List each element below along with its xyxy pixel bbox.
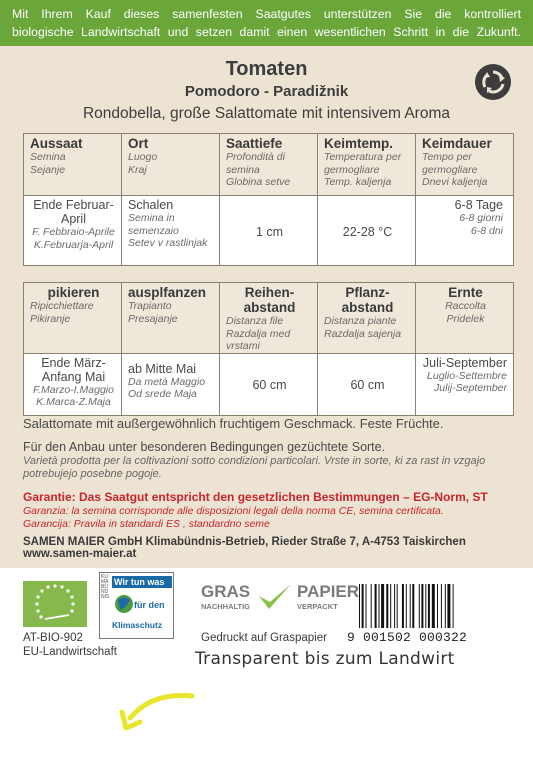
cell-aussaat — [24, 196, 122, 266]
cell-value: 6-8 Tage — [454, 198, 503, 212]
sowing-table — [23, 133, 514, 266]
klima-fur-label: für den — [134, 600, 165, 610]
planting-table — [23, 282, 514, 416]
cultivation-note: Für den Anbau unter besonderen Bedingungen gezüchtete Sorte. — [23, 440, 386, 454]
cell-slovenian: 6-8 dni — [470, 224, 503, 237]
col-header: Pflanz-abstand — [341, 285, 394, 315]
col-slovenian: Presajanje — [128, 312, 178, 325]
guarantee-slovenian: Garancija: Pravila in standardi ES , standardno seme — [23, 518, 270, 530]
barcode-number: 9 001502 000322 — [347, 630, 468, 645]
col-slovenian: Dnevi kaljenja — [422, 176, 488, 188]
col-italian: Luogo — [128, 151, 158, 163]
col-slovenian: Temp. kaljenja — [324, 176, 392, 188]
col-italian: Ripicchiettare — [30, 300, 94, 312]
printed-on-label: Gedruckt auf Graspapier — [201, 632, 327, 644]
barcode-bar — [381, 584, 384, 628]
cell-slovenian: K.Februarja-April — [33, 238, 114, 251]
barcode-bar — [394, 584, 395, 628]
col-italian: Raccolta — [445, 300, 486, 312]
cultivation-note-translations: Varietà prodotta per la coltivazioni sotto condizioni particolari. Vrste in sorte, ki za rast in vzgajo potrebujejo posebne pogoje. — [23, 455, 486, 480]
col-italian: Distanza file — [226, 315, 284, 327]
barcode-bar — [453, 584, 454, 628]
cell-keimtemp: 22-28 °C — [318, 196, 416, 266]
barcode-bar — [402, 584, 404, 628]
barcode-bar — [390, 584, 391, 628]
cell-pflanzabstand: 60 cm — [318, 353, 416, 415]
barcode-bar — [441, 584, 442, 628]
col-italian: Tempo per germogliare — [422, 151, 478, 176]
barcode-bar — [359, 584, 360, 628]
col-italian: Trapianto — [128, 300, 172, 312]
banner-line-2: biologische Landwirtschaft und setzen damit einen wesentlichen Schritt in die Zukunft. — [12, 25, 521, 39]
cell-italian: F.Marzo-I.Maggio — [33, 383, 114, 396]
col-slovenian: Pikiranje — [30, 312, 71, 325]
barcode — [357, 584, 491, 628]
cell-slovenian: Julij-September — [434, 382, 507, 394]
cell-saattiefe: 1 cm — [220, 196, 318, 266]
col-auspflanzen — [122, 283, 220, 354]
company-address: SAMEN MAIER GmbH Klimabündnis-Betrieb, Rieder Straße 7, A-4753 Taiskirchen — [23, 536, 466, 548]
description-text: Salattomate mit außergewöhnlich fruchtigem Geschmack. Feste Früchte. — [23, 416, 444, 431]
barcode-bar — [410, 584, 411, 628]
cell-italian: Semina in semenzaio — [128, 212, 179, 237]
barcode-bar — [379, 584, 380, 628]
guarantee-italian: Garanzia: la semina corrisponde alle disposizioni legali della norma CE, semina certificata. — [23, 505, 444, 517]
barcode-bar — [447, 584, 450, 628]
barcode-bar — [371, 584, 372, 628]
barcode-bar — [425, 584, 426, 628]
cell-ernte — [416, 353, 514, 415]
verpackt-label: VERPACKT — [297, 602, 338, 611]
product-subtitle: Pomodoro - Paradižnik — [184, 83, 349, 100]
product-title: Tomaten — [225, 58, 308, 80]
cell-pikieren — [24, 353, 122, 415]
guarantee-text: Garantie: Das Saatgut entspricht den gesetzlichen Bestimmungen – EG-Norm, ST — [23, 490, 488, 504]
cell-value: Juli-September — [422, 355, 507, 370]
col-header: Saattiefe — [226, 136, 283, 151]
gras-label: GRAS — [201, 582, 251, 601]
nachhaltig-label: NACHHALTIG — [201, 602, 251, 611]
col-header: Ernte — [448, 285, 483, 300]
cell-value: Ende Februar-April — [33, 198, 114, 226]
col-header: Aussaat — [30, 136, 83, 151]
handwritten-slogan: Transparent bis zum Landwirt — [195, 649, 455, 669]
banner-line-1: Mit Ihrem Kauf dieses samenfesten Saatgutes unterstützen Sie die kontrolliert — [12, 7, 521, 21]
klima-top-label: Wir tun was — [112, 576, 172, 588]
barcode-bar — [412, 584, 414, 628]
cell-italian: Da metà Maggio — [128, 375, 206, 388]
barcode-bar — [432, 584, 435, 628]
eu-organic-leaf-icon — [23, 581, 87, 627]
cell-value: Ende März-Anfang Mai — [41, 355, 106, 384]
col-header: Ort — [128, 136, 149, 151]
cell-slovenian: Setev v rastlinjak — [128, 237, 208, 249]
col-slovenian: Globina setve — [226, 176, 291, 188]
barcode-bar — [386, 584, 388, 628]
website-link[interactable]: www.samen-maier.at — [23, 548, 137, 560]
cell-slovenian: K.Marca-Z.Maja — [36, 396, 111, 408]
barcode-bar — [397, 584, 398, 628]
barcode-bar — [419, 584, 420, 628]
barcode-bar — [406, 584, 407, 628]
barcode-bar — [421, 584, 423, 628]
col-slovenian: Kraj — [128, 163, 147, 176]
barcode-bar — [375, 584, 377, 628]
cell-italian: F. Febbraio-Aprile — [32, 226, 115, 238]
variety-description: Rondobella, große Salattomate mit intensivem Aroma — [82, 105, 450, 122]
recycle-icon — [475, 64, 511, 100]
col-keimtemp — [318, 134, 416, 196]
col-saattiefe — [220, 134, 318, 196]
cell-value: ab Mitte Mai — [128, 361, 197, 376]
col-slovenian: Razdalja med vrstami — [226, 327, 291, 352]
cell-slovenian: Od srede Maja — [128, 388, 197, 400]
cert-code: AT-BIO-902 — [23, 632, 83, 644]
cell-ort — [122, 196, 220, 266]
col-pflanzabstand — [318, 283, 416, 354]
col-aussaat — [24, 134, 122, 196]
col-slovenian: Pridelek — [446, 312, 485, 325]
col-pikieren — [24, 283, 122, 354]
papier-label: PAPIER — [297, 582, 360, 601]
col-header: Keimtemp. — [324, 136, 394, 151]
col-header: Keimdauer — [422, 136, 492, 151]
col-italian: Distanza piante — [324, 315, 397, 327]
klima-bottom-label: Klimaschutz — [112, 620, 163, 630]
barcode-bar — [362, 584, 364, 628]
barcode-bar — [428, 584, 430, 628]
col-italian: Temperatura per germogliare — [324, 151, 402, 176]
klimabuendnis-icon — [99, 572, 174, 639]
gras-papier-checkmark-icon — [257, 582, 293, 612]
cell-italian: Luglio-Settembre — [427, 369, 507, 382]
col-reihenabstand — [220, 283, 318, 354]
barcode-bar — [437, 584, 438, 628]
col-ernte — [416, 283, 514, 354]
arrow-icon — [112, 688, 198, 738]
cell-italian: 6-8 giorni — [459, 212, 503, 224]
cert-origin: EU-Landwirtschaft — [23, 646, 117, 658]
cell-reihenabstand: 60 cm — [220, 353, 318, 415]
col-header: pikieren — [47, 285, 100, 300]
info-banner — [0, 0, 533, 46]
col-slovenian: Razdalja sajenja — [324, 327, 402, 340]
cell-keimdauer — [416, 196, 514, 266]
klima-side-label: KLIMABÜNDNIS — [101, 574, 110, 600]
barcode-bar — [366, 584, 367, 628]
cell-auspflanzen — [122, 353, 220, 415]
col-header: Reihen-abstand — [243, 285, 296, 315]
col-ort — [122, 134, 220, 196]
col-slovenian: Sejanje — [30, 163, 66, 176]
cell-value: Schalen — [128, 198, 174, 212]
col-keimdauer — [416, 134, 514, 196]
col-header: ausplfanzen — [128, 285, 207, 300]
col-italian: Semina — [30, 151, 66, 163]
col-italian: Profondità di semina — [226, 151, 285, 176]
barcode-bar — [445, 584, 446, 628]
